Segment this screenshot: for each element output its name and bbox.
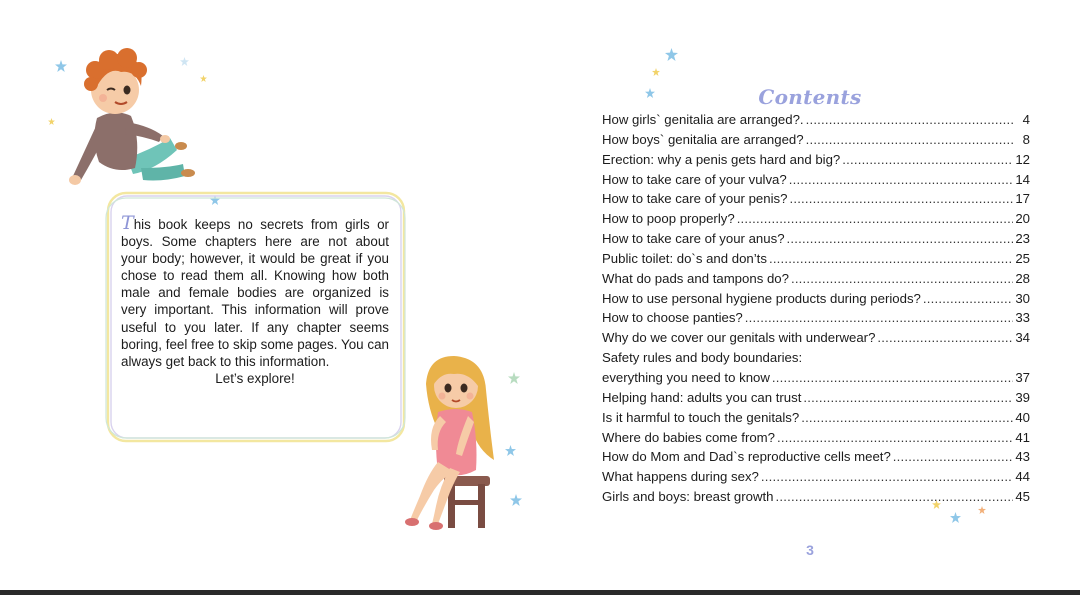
toc-entry-page: 20	[1015, 211, 1030, 227]
star-icon	[200, 75, 207, 82]
intro-closing: Let’s explore!	[215, 370, 295, 386]
toc-leader-dots	[772, 370, 1013, 385]
toc-leader-dots	[745, 310, 1014, 325]
girl-illustration	[398, 350, 508, 535]
toc-entry-title: How boys` genitalia are arranged?	[602, 131, 804, 147]
toc-leader-dots	[791, 271, 1013, 286]
intro-dropcap: T	[121, 212, 134, 234]
toc-entry-page: 12	[1015, 151, 1030, 167]
toc-entry[interactable]	[602, 191, 1030, 211]
star-icon	[55, 60, 67, 72]
toc-entry-title: Public toilet: do`s and don’ts	[602, 250, 767, 266]
toc-entry-page: 30	[1015, 290, 1030, 306]
toc-entry-page: 34	[1015, 330, 1030, 346]
star-icon	[48, 118, 55, 125]
toc-entry-title: How to take care of your vulva?	[602, 171, 787, 187]
star-icon	[508, 372, 520, 384]
toc-entry[interactable]	[602, 112, 1030, 132]
toc-entry[interactable]	[602, 271, 1030, 291]
toc-entry[interactable]	[602, 231, 1030, 251]
toc-entry-page: 37	[1015, 369, 1030, 385]
toc-leader-dots	[806, 112, 1014, 127]
toc-entry[interactable]	[602, 132, 1030, 152]
toc-entry[interactable]	[602, 330, 1030, 350]
toc-entry-title: How girls` genitalia are arranged?.	[602, 112, 804, 127]
toc-entry-page: 45	[1015, 489, 1030, 505]
toc-entry-title: What do pads and tampons do?	[602, 270, 789, 286]
star-icon	[510, 494, 522, 506]
star-icon	[645, 88, 655, 98]
toc-leader-dots	[806, 132, 1014, 147]
toc-leader-dots	[789, 191, 1013, 206]
toc-entry-title: How to take care of your anus?	[602, 231, 785, 247]
star-icon	[665, 48, 678, 61]
toc-entry-title: Is it harmful to touch the genitals?	[602, 409, 800, 425]
toc-entry-title: everything you need to know	[602, 369, 770, 385]
toc-entry-page: 41	[1015, 429, 1030, 445]
toc-leader-dots	[787, 231, 1014, 246]
toc-entry-title: How to choose panties?	[602, 310, 743, 326]
toc-leader-dots	[803, 390, 1013, 405]
toc-entry-title: Erection: why a penis gets hard and big?	[602, 151, 841, 167]
toc-entry[interactable]	[602, 430, 1030, 450]
toc-entry-title: Why do we cover our genitals with underwear?	[602, 330, 876, 346]
toc-entry-title: Safety rules and body boundaries:	[602, 350, 803, 366]
toc-entry[interactable]	[602, 172, 1030, 192]
toc-entry-title: What happens during sex?	[602, 469, 759, 485]
star-icon	[180, 57, 189, 66]
toc-entry-page: 17	[1015, 191, 1030, 207]
toc-entry-title: How to take care of your penis?	[602, 191, 788, 207]
toc-entry-title: Helping hand: adults you can trust	[602, 389, 802, 405]
toc-leader-dots	[769, 251, 1013, 266]
intro-text	[121, 212, 389, 387]
toc-leader-dots	[777, 430, 1013, 445]
toc-entry[interactable]	[602, 390, 1030, 410]
toc-entry-page: 33	[1015, 310, 1030, 326]
toc-entry-title: How to use personal hygiene products during periods?	[602, 290, 921, 306]
table-of-contents	[602, 112, 1030, 509]
toc-entry-title: Where do babies come from?	[602, 429, 775, 445]
toc-leader-dots	[842, 152, 1013, 167]
star-icon	[652, 68, 660, 76]
toc-entry-title: How to poop properly?	[602, 211, 735, 227]
toc-leader-dots	[923, 291, 1013, 306]
intro-body: his book keeps no secrets from girls or boys. Some chapters here are not about your body; however, it would be great if you chose to read them all. Knowing how both male and female bodies are organized is very important. This information will prove useful to you later. If any chapter seems boring, feel free to skip some pages. You can always get back to this information.	[121, 217, 389, 369]
toc-leader-dots	[893, 449, 1014, 464]
toc-entry[interactable]	[602, 410, 1030, 430]
toc-entry[interactable]	[602, 310, 1030, 330]
toc-entry[interactable]	[602, 449, 1030, 469]
contents-title: Contents	[758, 85, 862, 109]
toc-entry-page: 40	[1015, 409, 1030, 425]
toc-entry-title: How do Mom and Dad`s reproductive cells meet?	[602, 449, 891, 465]
star-icon	[505, 445, 516, 456]
toc-entry-title: Girls and boys: breast growth	[602, 489, 774, 505]
toc-entry-page: 39	[1015, 389, 1030, 405]
toc-entry-page: 14	[1015, 171, 1030, 187]
toc-entry[interactable]	[602, 211, 1030, 231]
toc-leader-dots	[789, 172, 1014, 187]
toc-leader-dots	[801, 410, 1013, 425]
bottom-divider	[0, 590, 1080, 595]
toc-entry[interactable]	[602, 152, 1030, 172]
toc-entry-page: 44	[1015, 469, 1030, 485]
toc-entry-page: 23	[1015, 231, 1030, 247]
star-icon	[950, 512, 961, 523]
toc-entry[interactable]	[602, 251, 1030, 271]
toc-entry-page: 8	[1022, 131, 1030, 147]
toc-leader-dots	[737, 211, 1014, 226]
toc-entry[interactable]	[602, 350, 1030, 370]
toc-leader-dots	[776, 489, 1014, 504]
toc-entry[interactable]	[602, 370, 1030, 390]
toc-leader-dots	[877, 330, 1013, 345]
toc-entry[interactable]	[602, 489, 1030, 509]
toc-entry[interactable]	[602, 469, 1030, 489]
intro-box	[105, 190, 407, 444]
toc-entry-page: 25	[1015, 250, 1030, 266]
toc-entry-page: 4	[1022, 112, 1030, 127]
toc-leader-dots	[761, 469, 1013, 484]
page-number: 3	[806, 542, 814, 558]
toc-entry[interactable]	[602, 291, 1030, 311]
toc-entry-page: 43	[1015, 449, 1030, 465]
toc-entry-page: 28	[1015, 270, 1030, 286]
